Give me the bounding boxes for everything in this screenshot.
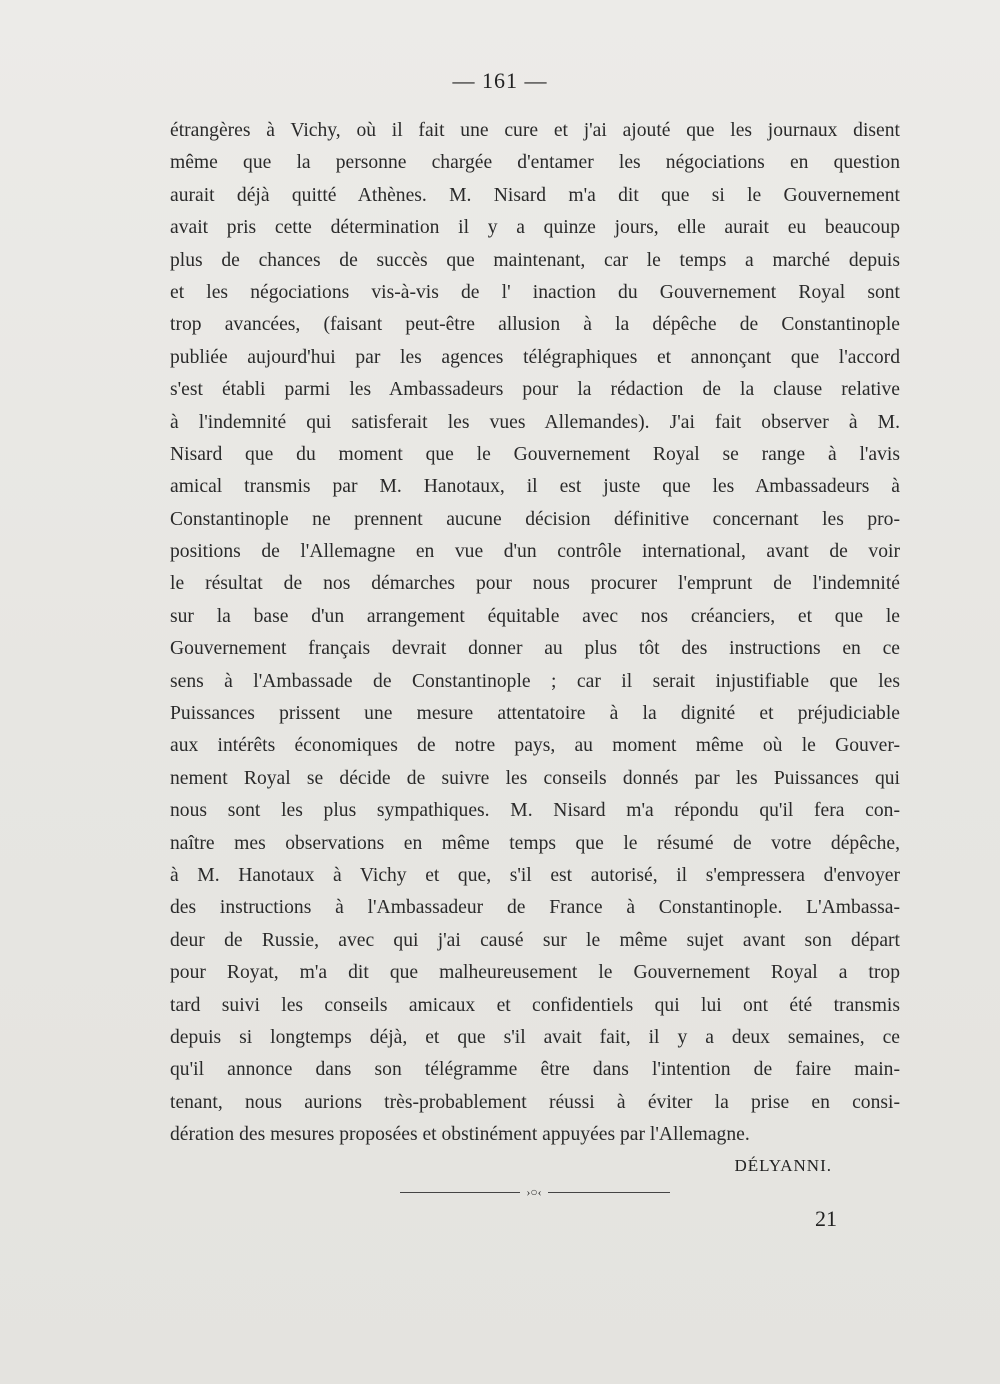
text-line: deur de Russie, avec qui j'ai causé sur le même sujet avant son départ: [170, 929, 900, 951]
separator-ornament-icon: ›○‹: [526, 1185, 542, 1199]
text-line: étrangères à Vichy, où il fait une cure et j'ai ajouté que les journaux disent: [170, 120, 900, 141]
text-line: naître mes observations en même temps que le résumé de votre dépêche,: [170, 832, 900, 854]
text-line: à l'indemnité qui satisferait les vues Allemandes). J'ai fait observer à M.: [170, 411, 900, 433]
text-line: Gouvernement français devrait donner au plus tôt des instructions en ce: [170, 638, 900, 660]
text-line: tard suivi les conseils amicaux et confidentiels qui lui ont été transmis: [170, 994, 900, 1016]
text-line: Constantinople ne prennent aucune décision définitive concernant les pro-: [170, 508, 900, 530]
text-line: trop avancées, (faisant peut-être allusion à la dépêche de Constantinople: [170, 314, 900, 336]
text-line: sur la base d'un arrangement équitable avec nos créanciers, et que le: [170, 605, 900, 627]
text-line: le résultat de nos démarches pour nous procurer l'emprunt de l'indemnité: [170, 573, 900, 595]
text-line: et les négociations vis-à-vis de l' inaction du Gouvernement Royal sont: [170, 281, 900, 303]
text-line: s'est établi parmi les Ambassadeurs pour la rédaction de la clause relative: [170, 379, 900, 401]
text-line: publiée aujourd'hui par les agences télégraphiques et annonçant que l'accord: [170, 346, 900, 368]
text-line: avait pris cette détermination il y a quinze jours, elle aurait eu beaucoup: [170, 217, 900, 239]
section-separator: [400, 1183, 670, 1203]
text-line: dération des mesures proposées et obstinément appuyées par l'Allemagne.: [170, 1124, 750, 1146]
text-line: nous sont les plus sympathiques. M. Nisard m'a répondu qu'il fera con-: [170, 800, 900, 822]
text-line: à M. Hanotaux à Vichy et que, s'il est autorisé, il s'empressera d'envoyer: [170, 864, 900, 886]
letter-body: [170, 115, 900, 1152]
separator-line-right: [548, 1192, 670, 1193]
text-line: qu'il annonce dans son télégramme être dans l'intention de faire main-: [170, 1059, 900, 1081]
text-line: depuis si longtemps déjà, et que s'il avait fait, il y a deux semaines, ce: [170, 1026, 900, 1048]
text-line: tenant, nous aurions très-probablement réussi à éviter la prise en consi-: [170, 1091, 900, 1113]
text-line: même que la personne chargée d'entamer les négociations en question: [170, 152, 900, 174]
text-line: amical transmis par M. Hanotaux, il est juste que les Ambassadeurs à: [170, 476, 900, 498]
text-line: positions de l'Allemagne en vue d'un contrôle international, avant de voir: [170, 541, 900, 563]
text-line: plus de chances de succès que maintenant, car le temps a marché depuis: [170, 249, 900, 271]
signature: DÉLYANNI.: [734, 1156, 832, 1175]
text-line: nement Royal se décide de suivre les conseils donnés par les Puissances qui: [170, 767, 900, 789]
page-number: — 161 —: [452, 68, 548, 93]
text-line: aurait déjà quitté Athènes. M. Nisard m'a dit que si le Gouvernement: [170, 184, 900, 206]
printer-signature-mark: 21: [815, 1206, 837, 1231]
text-line: des instructions à l'Ambassadeur de France à Constantinople. L'Ambassa-: [170, 897, 900, 919]
text-line: pour Royat, m'a dit que malheureusement le Gouvernement Royal a trop: [170, 962, 900, 984]
text-line: sens à l'Ambassade de Constantinople ; car il serait injustifiable que les: [170, 670, 900, 692]
text-line: Puissances prissent une mesure attentatoire à la dignité et préjudiciable: [170, 703, 900, 725]
text-line: aux intérêts économiques de notre pays, au moment même où le Gouver-: [170, 735, 900, 757]
text-line: Nisard que du moment que le Gouvernement Royal se range à l'avis: [170, 443, 900, 465]
separator-line-left: [400, 1192, 520, 1193]
